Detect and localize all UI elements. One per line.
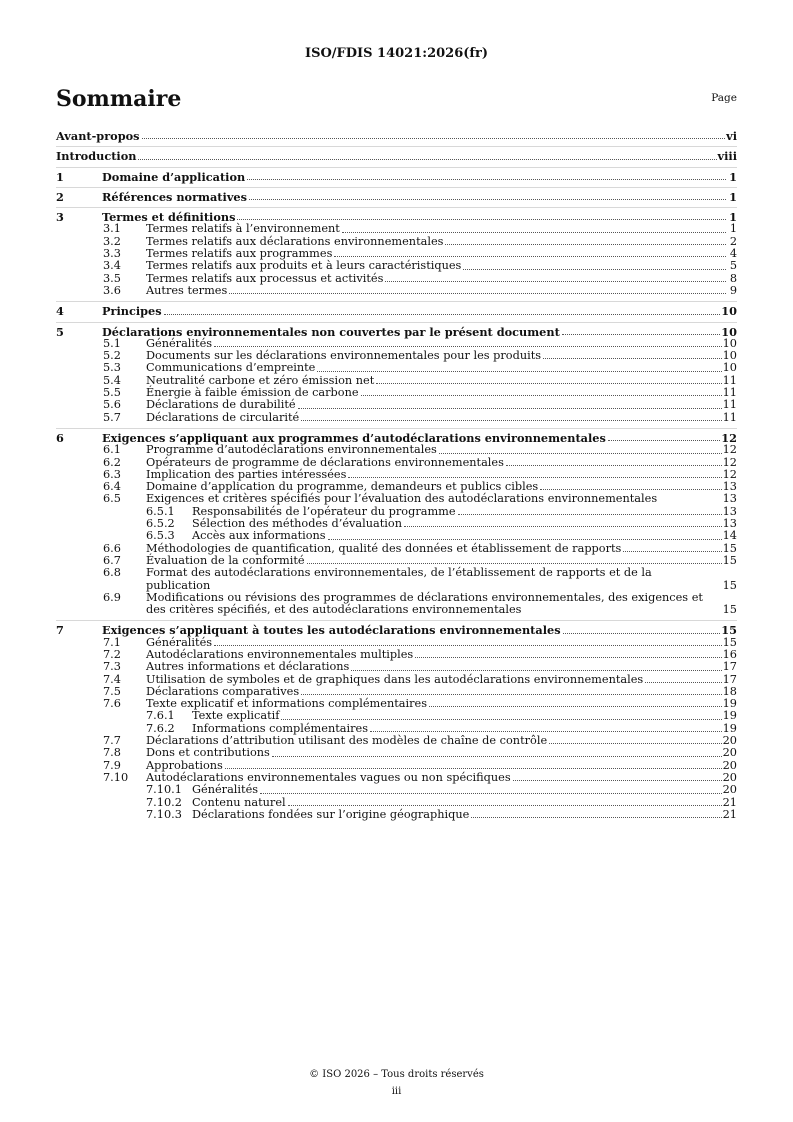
- toc-entry-page: 12: [722, 455, 737, 469]
- toc-entry-page: 14: [722, 529, 737, 543]
- toc-entry[interactable]: [56, 797, 737, 809]
- toc-entry-title: Déclarations de durabilité: [146, 398, 296, 412]
- toc-entry[interactable]: [56, 305, 737, 317]
- toc-entry-title: Texte explicatif: [192, 709, 280, 723]
- toc-entry-number: 6.8: [103, 566, 121, 580]
- toc-entry-page: 15: [721, 623, 737, 638]
- toc-entry-title: Méthodologies de quantification, qualité des données et établissement de rapports: [146, 541, 622, 555]
- toc-entry-page: 21: [722, 795, 737, 809]
- toc-entry-title: Accès aux informations: [192, 529, 326, 543]
- toc-entry-number: 3.5: [103, 271, 121, 285]
- toc-entry-page: 17: [722, 660, 737, 674]
- section-divider: [56, 620, 737, 621]
- section-divider: [56, 167, 737, 168]
- toc-entry-page: 10: [722, 349, 737, 363]
- toc-entry-number: 5.5: [103, 386, 121, 400]
- toc-entry[interactable]: [56, 223, 737, 235]
- dot-leader: [214, 346, 722, 347]
- toc-entry-title: Déclarations comparatives: [146, 684, 300, 698]
- toc-entry-number: 3.1: [103, 222, 121, 236]
- toc-entry-title: Autres informations et déclarations: [146, 660, 350, 674]
- toc-entry-number: 7.10: [103, 770, 129, 784]
- toc-entry[interactable]: [56, 191, 737, 203]
- toc-entry[interactable]: [56, 592, 737, 617]
- toc-entry-number: 3.2: [103, 234, 121, 248]
- toc-entry[interactable]: [56, 412, 737, 424]
- toc-entry-page: 1: [729, 222, 737, 236]
- dot-leader: [506, 465, 722, 466]
- toc-entry[interactable]: [56, 710, 737, 722]
- dot-leader: [288, 805, 722, 806]
- toc-entry[interactable]: [56, 457, 737, 469]
- toc-entry-title: Informations complémentaires: [192, 721, 369, 735]
- toc-entry[interactable]: [56, 399, 737, 411]
- dot-leader: [376, 383, 721, 384]
- toc-entry[interactable]: [56, 444, 737, 456]
- dot-leader: [334, 256, 726, 257]
- toc-entry-page: 1: [729, 189, 737, 204]
- toc-entry-number: 7: [56, 623, 64, 638]
- section-divider: [56, 301, 737, 302]
- dot-leader: [608, 440, 720, 441]
- dot-leader: [415, 657, 721, 658]
- toc-entry-title: Termes relatifs aux produits et à leurs caractéristiques: [146, 259, 462, 273]
- dot-leader: [272, 756, 722, 757]
- toc-entry-page: 12: [722, 467, 737, 481]
- toc-entry-title: Généralités: [146, 635, 213, 649]
- toc-entry-number: 6.4: [103, 480, 121, 494]
- toc-entry-number: 6.5.1: [146, 504, 175, 518]
- toc-entry-page: viii: [717, 149, 737, 164]
- toc-entry[interactable]: [56, 260, 737, 272]
- toc-entry-title: Déclarations fondées sur l’origine géographique: [192, 807, 470, 821]
- toc-entry-page: 8: [729, 271, 737, 285]
- toc-entry-page: 19: [722, 709, 737, 723]
- toc-entry-number: 7.7: [103, 734, 121, 748]
- toc-entry-page: 12: [721, 430, 737, 445]
- toc-entry-title: Responsabilités de l’opérateur du programme: [192, 504, 456, 518]
- toc-entry-page: 19: [722, 721, 737, 735]
- toc-entry-number: 1: [56, 169, 64, 184]
- dot-leader: [229, 293, 726, 294]
- dot-leader: [138, 159, 716, 160]
- toc-entry-number: 5.2: [103, 349, 121, 363]
- toc-entry-number: 6.9: [103, 590, 121, 604]
- dot-leader: [543, 358, 722, 359]
- toc-entry-title: Modifications ou révisions des programmes de déclarations environnementales, des exigences et des critères spécifiés, et des autodéclarations environnementales: [146, 590, 703, 617]
- dot-leader: [439, 453, 722, 454]
- toc-entry-page: 16: [722, 647, 737, 661]
- toc-entry-title: Déclarations de circularité: [146, 410, 300, 424]
- dot-leader: [342, 232, 726, 233]
- toc-entry-page: 15: [722, 553, 737, 567]
- toc-entry-title: Introduction: [56, 149, 137, 164]
- toc-entry-number: 7.1: [103, 635, 121, 649]
- toc-entry-number: 2: [56, 189, 64, 204]
- dot-leader: [260, 793, 722, 794]
- toc-entry-number: 3: [56, 210, 64, 225]
- toc-entry-number: 4: [56, 304, 64, 319]
- document-header: ISO/FDIS 14021:2026(fr): [305, 46, 488, 61]
- toc-entry-title: Implication des parties intéressées: [146, 467, 347, 481]
- toc-entry-page: 11: [722, 373, 737, 387]
- toc-entry-number: 7.8: [103, 746, 121, 760]
- section-divider: [56, 322, 737, 323]
- toc-entry-number: 7.6.2: [146, 721, 175, 735]
- toc-entry-page: 2: [729, 234, 737, 248]
- toc-entry-number: 6.2: [103, 455, 121, 469]
- toc-entry-page: 15: [722, 578, 737, 592]
- toc-entry-number: 3.3: [103, 247, 121, 261]
- toc-entry-page: 11: [722, 410, 737, 424]
- toc-entry-page: vi: [726, 129, 737, 143]
- toc-entry[interactable]: [56, 171, 737, 183]
- toc-entry-title: Références normatives: [102, 189, 247, 204]
- toc-entry-number: 6.5: [103, 492, 121, 506]
- toc-entry-page: 10: [722, 361, 737, 375]
- toc-entry-number: 5: [56, 324, 64, 339]
- toc-entry-page: 19: [722, 697, 737, 711]
- toc-entry-title: Dons et contributions: [146, 746, 270, 760]
- toc-entry-title: Texte explicatif et informations complémentaires: [146, 697, 427, 711]
- toc-entry-page: 10: [721, 304, 737, 319]
- toc-entry-title: Approbations: [146, 758, 223, 772]
- toc-entry-title: Termes relatifs à l’environnement: [146, 222, 340, 236]
- dot-leader: [317, 371, 721, 372]
- toc-entry-title: Autres termes: [146, 283, 228, 297]
- dot-leader: [307, 563, 722, 564]
- toc-entry-number: 6.7: [103, 553, 121, 567]
- toc-entry-page: 20: [722, 783, 737, 797]
- toc-entry-page: 17: [722, 672, 737, 686]
- toc-entry-number: 7.9: [103, 758, 121, 772]
- dot-leader: [328, 539, 722, 540]
- dot-leader: [562, 334, 720, 335]
- dot-leader: [249, 199, 726, 200]
- toc-entry-page: 20: [722, 770, 737, 784]
- toc-entry-page: 5: [729, 259, 737, 273]
- section-divider: [56, 428, 737, 429]
- toc-entry-number: 7.10.3: [146, 807, 182, 821]
- toc-entry[interactable]: [56, 747, 737, 759]
- toc-entry-page: 4: [729, 247, 737, 261]
- toc-entry[interactable]: [56, 809, 737, 821]
- dot-leader: [301, 694, 721, 695]
- toc-entry-title: Généralités: [146, 336, 213, 350]
- toc-entry-title: Autodéclarations environnementales multiples: [146, 647, 414, 661]
- section-divider: [56, 146, 737, 147]
- toc-entry-number: 7.4: [103, 672, 121, 686]
- toc-entry-page: 12: [722, 443, 737, 457]
- toc-entry-number: 3.4: [103, 259, 121, 273]
- dot-leader: [214, 645, 722, 646]
- toc-entry-title: Autodéclarations environnementales vagues ou non spécifiques: [146, 770, 511, 784]
- toc-entry-number: 7.3: [103, 660, 121, 674]
- dot-leader: [370, 731, 722, 732]
- toc-entry-number: 6.1: [103, 443, 121, 457]
- toc-entry-page: 1: [729, 169, 737, 184]
- toc-entry-number: 7.5: [103, 684, 121, 698]
- toc-entry-page: 20: [722, 734, 737, 748]
- dot-leader: [385, 281, 726, 282]
- toc-entry-page: 13: [722, 517, 737, 531]
- toc-entry-number: 6.3: [103, 467, 121, 481]
- toc-entry-title: Utilisation de symboles et de graphiques dans les autodéclarations environnementales: [146, 672, 644, 686]
- toc-entry-page: 15: [722, 635, 737, 649]
- toc-entry-number: 6: [56, 430, 64, 445]
- toc-entry-title: Contenu naturel: [192, 795, 286, 809]
- toc-entry-number: 5.1: [103, 336, 121, 350]
- toc-entry-title: Opérateurs de programme de déclarations environnementales: [146, 455, 504, 469]
- toc-entry-page: 10: [721, 324, 737, 339]
- copyright-notice: © ISO 2026 – Tous droits réservés: [309, 1069, 484, 1080]
- toc-entry[interactable]: [56, 784, 737, 796]
- toc-entry-title: Évaluation de la conformité: [146, 553, 305, 567]
- toc-entry-number: 7.6.1: [146, 709, 175, 723]
- toc-entry-number: 6.6: [103, 541, 121, 555]
- toc-entry-title: Termes relatifs aux déclarations environnementales: [146, 234, 444, 248]
- toc-entry-page: 20: [722, 758, 737, 772]
- toc-entry-title: Déclarations d’attribution utilisant des modèles de chaîne de contrôle: [146, 734, 548, 748]
- dot-leader: [361, 395, 722, 396]
- dot-leader: [645, 682, 721, 683]
- toc-entry-number: 7.2: [103, 647, 121, 661]
- toc-entry-title: Exigences et critères spécifiés pour l’évaluation des autodéclarations environnementales: [146, 492, 658, 506]
- dot-leader: [549, 743, 721, 744]
- dot-leader: [404, 526, 722, 527]
- toc-entry[interactable]: [56, 326, 737, 338]
- dot-leader: [445, 244, 726, 245]
- dot-leader: [471, 817, 721, 818]
- toc-title: Sommaire: [56, 86, 182, 112]
- toc-entry-title: Domaine d’application: [102, 169, 246, 184]
- toc-entry-title: Avant-propos: [56, 129, 140, 143]
- dot-leader: [513, 780, 722, 781]
- toc-entry-number: 7.10.1: [146, 783, 182, 797]
- toc-entry-page: 11: [722, 386, 737, 400]
- toc-entry-page: 13: [722, 480, 737, 494]
- toc-entry[interactable]: [56, 493, 737, 505]
- page-column-label: Page: [711, 92, 737, 104]
- toc-entry-number: 7.6: [103, 697, 121, 711]
- toc-entry-title: Communications d’empreinte: [146, 361, 316, 375]
- dot-leader: [563, 633, 721, 634]
- toc-entry-number: 5.7: [103, 410, 121, 424]
- toc-entry-title: Exigences s’appliquant aux programmes d’autodéclarations environnementales: [102, 430, 606, 445]
- dot-leader: [298, 408, 722, 409]
- dot-leader: [463, 269, 726, 270]
- toc-entry-title: Termes relatifs aux processus et activités: [146, 271, 384, 285]
- toc-entry-number: 7.10.2: [146, 795, 182, 809]
- toc-entry-number: 6.5.2: [146, 517, 175, 531]
- dot-leader: [237, 219, 726, 220]
- dot-leader: [623, 551, 721, 552]
- toc-entry-page: 21: [722, 807, 737, 821]
- dot-leader: [225, 768, 722, 769]
- toc-entry[interactable]: [56, 130, 737, 142]
- toc-entry-title: Déclarations environnementales non couvertes par le présent document: [102, 324, 560, 339]
- table-of-contents: [56, 130, 737, 821]
- toc-entry-page: 9: [729, 283, 737, 297]
- toc-entry-title: Sélection des méthodes d’évaluation: [192, 517, 402, 531]
- toc-entry-title: Domaine d’application du programme, demandeurs et publics cibles: [146, 480, 539, 494]
- toc-entry-title: Termes relatifs aux programmes: [146, 247, 333, 261]
- toc-entry-page: 13: [722, 504, 737, 518]
- toc-entry[interactable]: [56, 661, 737, 673]
- toc-entry-page: 10: [722, 336, 737, 350]
- toc-entry[interactable]: [56, 362, 737, 374]
- dot-leader: [458, 514, 722, 515]
- toc-entry-title: Énergie à faible émission de carbone: [146, 386, 359, 400]
- dot-leader: [301, 420, 721, 421]
- page-number: iii: [391, 1086, 402, 1097]
- toc-entry-title: Format des autodéclarations environnementales, de l’établissement de rapports et de la publication: [146, 566, 652, 592]
- toc-entry-number: 5.3: [103, 361, 121, 375]
- dot-leader: [142, 138, 726, 139]
- toc-title-row: [56, 86, 737, 112]
- section-divider: [56, 207, 737, 208]
- toc-entry-title: Termes et définitions: [102, 210, 236, 225]
- dot-leader: [351, 670, 721, 671]
- toc-entry[interactable]: [56, 285, 737, 297]
- dot-leader: [429, 706, 722, 707]
- dot-leader: [540, 489, 721, 490]
- section-divider: [56, 187, 737, 188]
- dot-leader: [281, 719, 721, 720]
- toc-entry-title: Exigences s’appliquant à toutes les autodéclarations environnementales: [102, 623, 561, 638]
- toc-entry-page: 15: [722, 603, 737, 617]
- toc-entry[interactable]: [56, 530, 737, 542]
- toc-entry[interactable]: [56, 624, 737, 636]
- toc-entry-page: 1: [729, 210, 737, 225]
- toc-entry-title: Neutralité carbone et zéro émission net: [146, 373, 375, 387]
- toc-entry-number: 5.4: [103, 373, 121, 387]
- toc-entry-page: 13: [722, 492, 737, 506]
- toc-entry-number: 3.6: [103, 283, 121, 297]
- toc-entry-page: 20: [722, 746, 737, 760]
- dot-leader: [164, 314, 721, 315]
- toc-entry-page: 11: [722, 398, 737, 412]
- toc-entry-page: 15: [722, 541, 737, 555]
- toc-entry[interactable]: [56, 150, 737, 162]
- toc-entry-page: 18: [722, 684, 737, 698]
- dot-leader: [247, 179, 726, 180]
- toc-entry-title: Principes: [102, 304, 162, 319]
- toc-entry[interactable]: [56, 567, 737, 592]
- dot-leader: [348, 477, 721, 478]
- toc-entry-number: 5.6: [103, 398, 121, 412]
- toc-entry-number: 6.5.3: [146, 529, 175, 543]
- toc-entry-title: Documents sur les déclarations environnementales pour les produits: [146, 349, 542, 363]
- toc-entry-title: Généralités: [192, 783, 259, 797]
- toc-entry-title: Programme d’autodéclarations environnementales: [146, 443, 437, 457]
